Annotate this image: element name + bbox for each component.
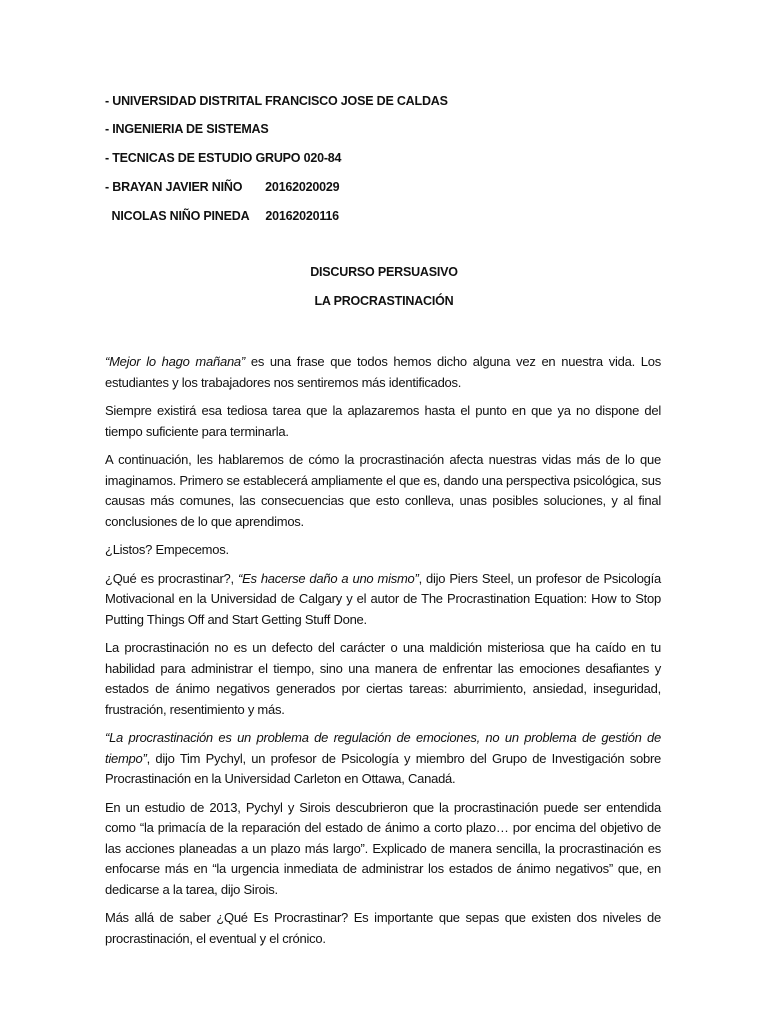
header-program: - INGENIERIA DE SISTEMAS <box>105 122 269 136</box>
paragraph-3: A continuación, les hablaremos de cómo la procrastinación afecta nuestras vidas más de lo que imaginamos. Primero se establecerá ampliamente el que es, dando una perspectiva psicológica, sus causas más comunes, las consecuencias que esto conlleva, unas posibles soluciones, y al final conclusiones de lo que aprendimos. <box>105 452 661 529</box>
paragraph-1: “Mejor lo hago mañana” es una frase que todos hemos dicho alguna vez en nuestra vida. Los estudiantes y los trabajadores nos sentiremos más identificados. <box>105 354 661 390</box>
document-genre-title: DISCURSO PERSUASIVO <box>310 265 458 279</box>
header-course: - TECNICAS DE ESTUDIO GRUPO 020-84 <box>105 151 342 165</box>
header-author-1: - BRAYAN JAVIER NIÑO 20162020029 <box>105 180 340 194</box>
quote-mejor-lo-hago: “Mejor lo hago mañana” <box>105 354 245 369</box>
body-text <box>105 352 661 957</box>
document-topic-title: LA PROCRASTINACIÓN <box>314 294 454 308</box>
header-author-2: NICOLAS NIÑO PINEDA 20162020116 <box>105 209 339 223</box>
paragraph-5: ¿Qué es procrastinar?, “Es hacerse daño a uno mismo”, dijo Piers Steel, un profesor de Psicología Motivacional en la Universidad de Calgary y el autor de The Procrastination Equation: How to Stop Putting Things Off and Start Getting Stuff Done. <box>105 570 661 627</box>
paragraph-4: ¿Listos? Empecemos. <box>105 542 229 557</box>
quote-tim-pychyl: “La procrastinación es un problema de regulación de emociones, no un problema de gestión de tiempo” <box>105 730 661 766</box>
paragraph-8: En un estudio de 2013, Pychyl y Sirois descubrieron que la procrastinación puede ser entendida como “la primacía de la reparación del estado de ánimo a corto plazo… por encima del objetivo de las acciones planeadas a un plazo más largo”. Explicado de manera sencilla, la procrastinación es enfocarse más en “la urgencia inmediata de administrar los estados de ánimo negativos” que, en dedicarse a la tarea, dijo Sirois. <box>105 799 661 897</box>
quote-piers-steel: “Es hacerse daño a uno mismo” <box>237 570 419 586</box>
paragraph-6: La procrastinación no es un defecto del carácter o una maldición misteriosa que ha caído en tu habilidad para administrar el tiempo, sino una manera de enfrentar las emociones desafiantes y estados de ánimo negativos generados por ciertas tareas: aburrimiento, ansiedad, inseguridad, frustración, resentimiento y más. <box>105 640 661 717</box>
header-university: - UNIVERSIDAD DISTRITAL FRANCISCO JOSE DE CALDAS <box>105 94 448 108</box>
paragraph-7: “La procrastinación es un problema de regulación de emociones, no un problema de gestión de tiempo”, dijo Tim Pychyl, un profesor de Psicología y miembro del Grupo de Investigación sobre Procrastinación en la Universidad Carleton en Ottawa, Canadá. <box>105 730 661 786</box>
paragraph-9: Más allá de saber ¿Qué Es Procrastinar? Es importante que sepas que existen dos niveles de procrastinación, el eventual y el crónico. <box>105 910 661 946</box>
paragraph-2: Siempre existirá esa tediosa tarea que la aplazaremos hasta el punto en que ya no dispone del tiempo suficiente para terminarla. <box>105 403 661 439</box>
